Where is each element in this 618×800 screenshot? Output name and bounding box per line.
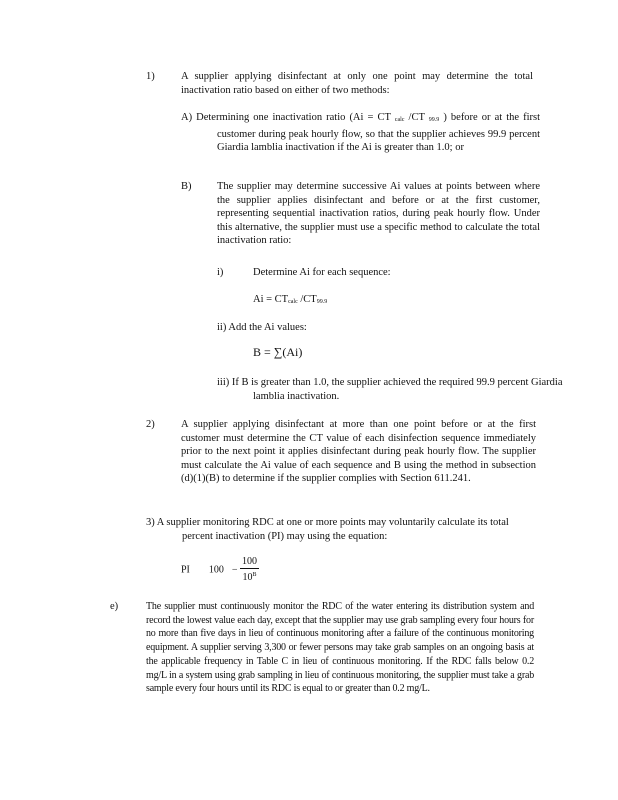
formula-pi-denominator [240, 569, 259, 584]
item-1a-text [181, 111, 540, 155]
item-1-number: 1) [146, 71, 155, 82]
item-1b-i-label: i) [217, 267, 224, 278]
formula-pi-100: 100 [208, 564, 224, 576]
formula-b-sum: B = ∑(Ai) [253, 345, 303, 359]
formula-ai-sub-999: 99.9 [316, 299, 328, 305]
item-1b-iii-text: iii) If B is greater than 1.0, the supplier achieved the required 99.9 percent Giardia lamblia inactivation. [217, 377, 563, 402]
item-1-text: A supplier applying disinfectant at only one point may determine the total inactivation ratio based on either of two methods: [181, 71, 533, 96]
formula-pi-fraction [240, 556, 259, 584]
formula-pi-label: PI [181, 564, 190, 576]
item-1b-text: The supplier may determine successive Ai values at points between where the supplier applies disinfectant and before or at the first customer, representing sequential inactivation ratios, during peak hourly flow. Under this alternative, the supplier must use a specific method to calculate the total inactivation ratio: [217, 181, 540, 246]
item-1b-ii-text: ii) Add the Ai values: [217, 322, 307, 333]
item-3-text: 3) A supplier monitoring RDC at one or more points may voluntarily calculate its total percent inactivation (PI) may using the equation: [146, 517, 509, 542]
item-1b-label: B) [181, 181, 192, 192]
item-1a-sub-999: 99.9 [428, 117, 440, 123]
formula-pi-minus: − [231, 564, 238, 576]
formula-pi-exponent: B [252, 572, 257, 578]
item-1a-rest: ) before or at the first customer during peak hourly flow, so that the supplier achieves 99.9 percent Giardia lamblia inactivation if the Ai is greater than 1.0; or [217, 112, 541, 153]
formula-ai [253, 293, 327, 310]
item-2-text: A supplier applying disinfectant at more than one point before or at the first customer must determine the CT value of each disinfection sequence immediately prior to the next point it applies disinfectant during peak hourly flow. The supplier must calculate the Ai value of each sequence and B using the method in subsection (d)(1)(B) to determine if the supplier complies with Section 611.241. [181, 419, 536, 484]
formula-pi-base: 10 [242, 572, 253, 583]
item-1a-lead: A) Determining one inactivation ratio (Ai = CT [181, 112, 391, 123]
formula-pi [181, 556, 259, 584]
item-1b-i-text: Determine Ai for each sequence: [253, 267, 391, 278]
formula-ai-lead: Ai = CT [253, 294, 289, 305]
item-2-number: 2) [146, 419, 155, 430]
item-1a-ct: /CT [408, 112, 425, 123]
formula-ai-sub-calc: calc [288, 299, 298, 305]
item-1a-sub-calc: calc [394, 117, 405, 123]
formula-ai-ct: /CT [300, 294, 317, 305]
item-e-text: The supplier must continuously monitor the RDC of the water entering its distribution system and record the lowest value each day, except that the supplier may use grab sampling every four hours for no more than five days in lieu of continuous monitoring after a failure of the continuous monitoring equipment. A supplier serving 3,300 or fewer persons may take grab samples on an ongoing basis at the applicable frequency in Table C in lieu of continuous monitoring. If the RDC falls below 0.2 mg/L in a system using grab sampling in lieu of continuous monitoring, the supplier must take a grab sample every four hours until its RDC is equal to or greater than 0.2 mg/L. [146, 601, 534, 695]
item-e-label: e) [110, 601, 119, 612]
formula-pi-numerator: 100 [242, 556, 258, 567]
